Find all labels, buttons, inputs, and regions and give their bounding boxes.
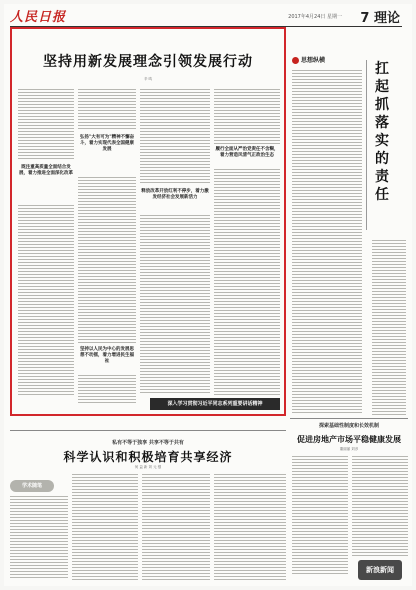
bottom-text-block [214, 474, 286, 580]
subhead-3: 既注重高质量全面结合发展，着力推进全面深化改革 [19, 165, 73, 176]
bottom-byline: 何 益 新 刘 元 强 [134, 465, 162, 469]
page-number: 7 理论 [360, 11, 400, 26]
subhead-1: 弘扬"大有可为"精神不懈奋斗，着力实现代表全国健康发展 [79, 135, 135, 152]
lead-byline: 辛 鸣 [143, 77, 153, 81]
lead-article-highlight-box[interactable] [10, 27, 286, 416]
middle-text-block [352, 456, 408, 556]
watermark-logo: 新浪新闻 [358, 560, 402, 580]
newspaper-logo: 人民日报 [10, 10, 67, 25]
body-text-block [78, 89, 136, 131]
column-text-block [292, 70, 362, 415]
body-text-block [18, 205, 74, 395]
body-text-block [140, 215, 210, 395]
bottom-kicker: 私有不等于独享 共享不等于共有 [112, 440, 184, 446]
bottom-text-block [72, 474, 138, 580]
column-bullet-icon [292, 57, 299, 64]
series-label-bar: 深入学习贯彻习近平同志系列重要讲话精神 [150, 398, 280, 410]
body-text-block [18, 89, 74, 159]
body-text-block [140, 89, 210, 185]
body-text-block [214, 169, 280, 395]
vertical-title: 扛起抓落实的责任 [375, 61, 389, 203]
column-divider [366, 60, 367, 230]
subhead-5: 坚持以人民为中心的发展思想不动摇，着力增进民生福祉 [80, 347, 134, 364]
column-name: 思想纵横 [301, 57, 326, 64]
body-text-block [214, 89, 280, 145]
column-header [292, 55, 325, 64]
middle-byline: 董丽丽 刘彦 [339, 447, 359, 451]
masthead [10, 6, 402, 27]
middle-text-block [292, 456, 348, 576]
bottom-text-block [142, 474, 210, 580]
body-text-block [78, 375, 136, 405]
subhead-4: 释放改革开放红利不停步，着力激发经济社会发展新活力 [141, 189, 209, 200]
body-text-block [78, 177, 136, 343]
lead-headline: 坚持用新发展理念引领发展行动 [43, 54, 253, 70]
bottom-headline: 科学认识和积极培育共享经济 [63, 450, 233, 464]
column-text-block [372, 240, 406, 415]
section-divider [290, 418, 408, 419]
middle-kicker: 探索基础性制度和长效机制 [318, 423, 379, 429]
subhead-2: 履行全面从严治党责任不含糊，着力营造风清气正政治生态 [215, 147, 279, 158]
middle-headline: 促进房地产市场平稳健康发展 [297, 435, 401, 444]
dateline: 2017年4月24日 星期一 [288, 14, 342, 20]
bottom-text-block [10, 496, 68, 580]
section-divider [10, 430, 286, 431]
section-tag: 学术随笔 [10, 480, 54, 492]
